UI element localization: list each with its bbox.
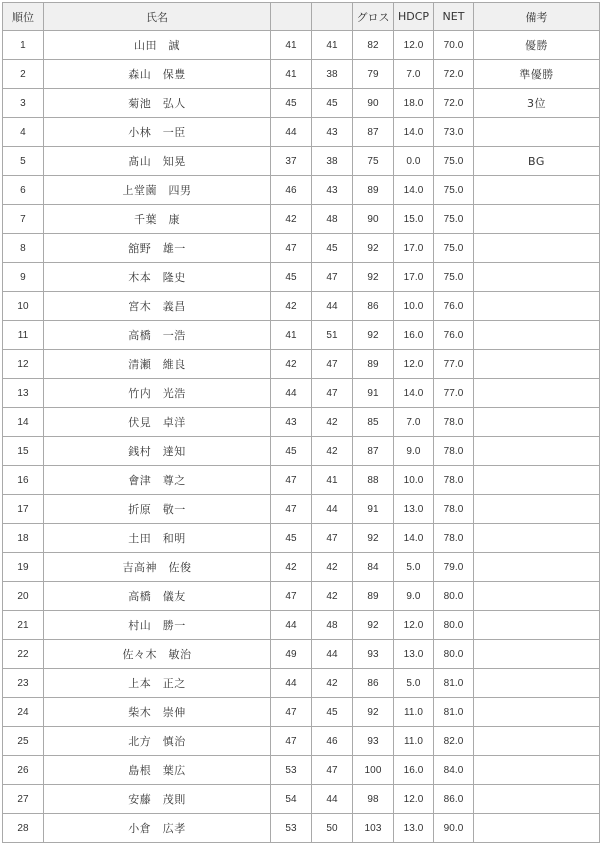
table-row bbox=[3, 408, 600, 437]
name-cell: 木本 隆史 bbox=[44, 263, 271, 292]
net-cell: 76.0 bbox=[434, 321, 474, 350]
gross-cell: 92 bbox=[353, 263, 394, 292]
net-cell: 73.0 bbox=[434, 118, 474, 147]
name-cell: 清瀬 維良 bbox=[44, 350, 271, 379]
out-score-cell: 47 bbox=[271, 727, 312, 756]
rank-cell: 9 bbox=[3, 263, 44, 292]
rank-cell: 22 bbox=[3, 640, 44, 669]
net-cell: 72.0 bbox=[434, 60, 474, 89]
remarks-cell bbox=[474, 176, 600, 205]
gross-cell: 92 bbox=[353, 234, 394, 263]
out-score-cell: 42 bbox=[271, 553, 312, 582]
remarks-cell bbox=[474, 669, 600, 698]
in-score-cell: 44 bbox=[312, 785, 353, 814]
out-score-cell: 47 bbox=[271, 234, 312, 263]
table-row bbox=[3, 727, 600, 756]
remarks-cell: 準優勝 bbox=[474, 60, 600, 89]
out-score-cell: 47 bbox=[271, 698, 312, 727]
net-cell: 86.0 bbox=[434, 785, 474, 814]
out-score-cell: 44 bbox=[271, 118, 312, 147]
name-cell: 菊池 弘人 bbox=[44, 89, 271, 118]
table-row bbox=[3, 205, 600, 234]
name-cell: 山田 誠 bbox=[44, 31, 271, 60]
gross-cell: 84 bbox=[353, 553, 394, 582]
net-cell: 78.0 bbox=[434, 466, 474, 495]
hdcp-cell: 9.0 bbox=[394, 582, 434, 611]
in-score-cell: 42 bbox=[312, 669, 353, 698]
gross-cell: 92 bbox=[353, 321, 394, 350]
rank-cell: 12 bbox=[3, 350, 44, 379]
gross-cell: 90 bbox=[353, 205, 394, 234]
name-cell: 土田 和明 bbox=[44, 524, 271, 553]
net-cell: 75.0 bbox=[434, 205, 474, 234]
out-score-cell: 41 bbox=[271, 31, 312, 60]
hdcp-cell: 13.0 bbox=[394, 814, 434, 843]
out-score-cell: 45 bbox=[271, 524, 312, 553]
hdcp-cell: 10.0 bbox=[394, 292, 434, 321]
table-row bbox=[3, 669, 600, 698]
out-score-cell: 42 bbox=[271, 350, 312, 379]
rank-cell: 18 bbox=[3, 524, 44, 553]
remarks-cell bbox=[474, 437, 600, 466]
in-score-cell: 41 bbox=[312, 466, 353, 495]
gross-cell: 92 bbox=[353, 524, 394, 553]
gross-cell: 79 bbox=[353, 60, 394, 89]
hdcp-cell: 5.0 bbox=[394, 553, 434, 582]
net-cell: 81.0 bbox=[434, 669, 474, 698]
results-table bbox=[2, 2, 600, 843]
net-cell: 75.0 bbox=[434, 234, 474, 263]
rank-cell: 6 bbox=[3, 176, 44, 205]
hdcp-cell: 14.0 bbox=[394, 118, 434, 147]
out-score-cell: 45 bbox=[271, 263, 312, 292]
gross-cell: 86 bbox=[353, 669, 394, 698]
gross-cell: 93 bbox=[353, 640, 394, 669]
hdcp-cell: 17.0 bbox=[394, 234, 434, 263]
remarks-cell bbox=[474, 408, 600, 437]
gross-cell: 103 bbox=[353, 814, 394, 843]
rank-cell: 19 bbox=[3, 553, 44, 582]
hdcp-cell: 16.0 bbox=[394, 756, 434, 785]
gross-cell: 91 bbox=[353, 495, 394, 524]
gross-cell: 85 bbox=[353, 408, 394, 437]
name-cell: 舘野 雄一 bbox=[44, 234, 271, 263]
out-score-cell: 47 bbox=[271, 582, 312, 611]
rank-cell: 28 bbox=[3, 814, 44, 843]
net-cell: 80.0 bbox=[434, 611, 474, 640]
rank-cell: 26 bbox=[3, 756, 44, 785]
net-cell: 78.0 bbox=[434, 524, 474, 553]
rank-cell: 10 bbox=[3, 292, 44, 321]
gross-header: グロス bbox=[353, 3, 394, 31]
net-cell: 78.0 bbox=[434, 437, 474, 466]
hdcp-cell: 14.0 bbox=[394, 524, 434, 553]
name-cell: 伏見 卓洋 bbox=[44, 408, 271, 437]
table-row bbox=[3, 524, 600, 553]
gross-cell: 91 bbox=[353, 379, 394, 408]
remarks-cell bbox=[474, 582, 600, 611]
table-row bbox=[3, 321, 600, 350]
in-score-cell: 44 bbox=[312, 495, 353, 524]
rank-cell: 24 bbox=[3, 698, 44, 727]
in-score-cell: 45 bbox=[312, 89, 353, 118]
table-row bbox=[3, 147, 600, 176]
gross-cell: 90 bbox=[353, 89, 394, 118]
gross-cell: 100 bbox=[353, 756, 394, 785]
in-score-cell: 48 bbox=[312, 205, 353, 234]
table-row bbox=[3, 582, 600, 611]
gross-cell: 82 bbox=[353, 31, 394, 60]
net-cell: 81.0 bbox=[434, 698, 474, 727]
name-cell: 高橋 一浩 bbox=[44, 321, 271, 350]
gross-cell: 86 bbox=[353, 292, 394, 321]
name-cell: 佐々木 敏治 bbox=[44, 640, 271, 669]
table-row bbox=[3, 292, 600, 321]
rank-cell: 23 bbox=[3, 669, 44, 698]
net-cell: 78.0 bbox=[434, 408, 474, 437]
table-row bbox=[3, 60, 600, 89]
out-score-cell: 37 bbox=[271, 147, 312, 176]
in-score-cell: 42 bbox=[312, 582, 353, 611]
name-cell: 千葉 康 bbox=[44, 205, 271, 234]
remarks-cell bbox=[474, 205, 600, 234]
net-cell: 77.0 bbox=[434, 379, 474, 408]
out-score-cell: 45 bbox=[271, 89, 312, 118]
net-cell: 79.0 bbox=[434, 553, 474, 582]
name-cell: 高橋 儀友 bbox=[44, 582, 271, 611]
hdcp-cell: 12.0 bbox=[394, 785, 434, 814]
in-score-cell: 47 bbox=[312, 524, 353, 553]
name-cell: 會津 尊之 bbox=[44, 466, 271, 495]
out-score-cell: 53 bbox=[271, 756, 312, 785]
net-cell: 84.0 bbox=[434, 756, 474, 785]
rank-cell: 5 bbox=[3, 147, 44, 176]
in-score-cell: 47 bbox=[312, 756, 353, 785]
table-row bbox=[3, 611, 600, 640]
net-cell: 75.0 bbox=[434, 176, 474, 205]
hdcp-cell: 18.0 bbox=[394, 89, 434, 118]
rank-cell: 17 bbox=[3, 495, 44, 524]
hdcp-header: HDCP bbox=[394, 3, 434, 31]
rank-cell: 27 bbox=[3, 785, 44, 814]
name-cell: 森山 保豊 bbox=[44, 60, 271, 89]
remarks-cell bbox=[474, 234, 600, 263]
remarks-cell bbox=[474, 292, 600, 321]
rank-cell: 7 bbox=[3, 205, 44, 234]
in-score-cell: 46 bbox=[312, 727, 353, 756]
gross-cell: 87 bbox=[353, 437, 394, 466]
out-score-cell: 41 bbox=[271, 321, 312, 350]
remarks-cell: 3位 bbox=[474, 89, 600, 118]
remarks-cell bbox=[474, 611, 600, 640]
remarks-cell bbox=[474, 350, 600, 379]
out-score-cell: 42 bbox=[271, 205, 312, 234]
net-cell: 80.0 bbox=[434, 640, 474, 669]
table-row bbox=[3, 31, 600, 60]
in-score-cell: 47 bbox=[312, 379, 353, 408]
net-cell: 78.0 bbox=[434, 495, 474, 524]
remarks-cell bbox=[474, 756, 600, 785]
remarks-cell: 優勝 bbox=[474, 31, 600, 60]
table-row bbox=[3, 640, 600, 669]
remarks-cell bbox=[474, 698, 600, 727]
name-cell: 上堂薗 四男 bbox=[44, 176, 271, 205]
net-cell: 80.0 bbox=[434, 582, 474, 611]
gross-cell: 75 bbox=[353, 147, 394, 176]
remarks-cell bbox=[474, 785, 600, 814]
name-cell: 銭村 達知 bbox=[44, 437, 271, 466]
out-score-cell: 54 bbox=[271, 785, 312, 814]
remarks-cell bbox=[474, 553, 600, 582]
in-score-cell: 41 bbox=[312, 31, 353, 60]
remarks-cell bbox=[474, 495, 600, 524]
in-score-cell: 38 bbox=[312, 147, 353, 176]
name-cell: 島根 葉広 bbox=[44, 756, 271, 785]
in-score-cell: 44 bbox=[312, 640, 353, 669]
out-score-cell: 46 bbox=[271, 176, 312, 205]
remarks-cell bbox=[474, 727, 600, 756]
name-header: 氏名 bbox=[44, 3, 271, 31]
in-score-cell: 43 bbox=[312, 176, 353, 205]
name-cell: 吉高神 佐俊 bbox=[44, 553, 271, 582]
name-cell: 安藤 茂則 bbox=[44, 785, 271, 814]
gross-cell: 98 bbox=[353, 785, 394, 814]
in-score-cell: 47 bbox=[312, 350, 353, 379]
in-score-cell: 51 bbox=[312, 321, 353, 350]
gross-cell: 88 bbox=[353, 466, 394, 495]
hdcp-cell: 14.0 bbox=[394, 176, 434, 205]
name-cell: 竹内 光浩 bbox=[44, 379, 271, 408]
rank-cell: 3 bbox=[3, 89, 44, 118]
remarks-cell bbox=[474, 379, 600, 408]
net-cell: 72.0 bbox=[434, 89, 474, 118]
in-score-cell: 42 bbox=[312, 408, 353, 437]
name-cell: 柴木 崇伸 bbox=[44, 698, 271, 727]
rank-cell: 21 bbox=[3, 611, 44, 640]
in-score-cell: 45 bbox=[312, 234, 353, 263]
hdcp-cell: 0.0 bbox=[394, 147, 434, 176]
hdcp-cell: 12.0 bbox=[394, 31, 434, 60]
out-score-cell: 45 bbox=[271, 437, 312, 466]
out-score-cell: 44 bbox=[271, 611, 312, 640]
header-row bbox=[3, 3, 600, 31]
hdcp-cell: 15.0 bbox=[394, 205, 434, 234]
name-cell: 北方 慎治 bbox=[44, 727, 271, 756]
gross-cell: 92 bbox=[353, 698, 394, 727]
out-score-cell: 42 bbox=[271, 292, 312, 321]
in-score-cell: 45 bbox=[312, 698, 353, 727]
rank-cell: 2 bbox=[3, 60, 44, 89]
remarks-cell bbox=[474, 263, 600, 292]
rank-cell: 16 bbox=[3, 466, 44, 495]
name-cell: 小林 一臣 bbox=[44, 118, 271, 147]
table-row bbox=[3, 176, 600, 205]
in-score-cell: 42 bbox=[312, 553, 353, 582]
remarks-cell bbox=[474, 524, 600, 553]
name-cell: 折原 敬一 bbox=[44, 495, 271, 524]
gross-cell: 89 bbox=[353, 350, 394, 379]
out-score-cell: 49 bbox=[271, 640, 312, 669]
name-cell: 小倉 広孝 bbox=[44, 814, 271, 843]
remarks-cell bbox=[474, 321, 600, 350]
hdcp-cell: 10.0 bbox=[394, 466, 434, 495]
out-score-cell: 41 bbox=[271, 60, 312, 89]
rank-cell: 11 bbox=[3, 321, 44, 350]
in-score-cell: 43 bbox=[312, 118, 353, 147]
rank-cell: 14 bbox=[3, 408, 44, 437]
out-score-cell: 53 bbox=[271, 814, 312, 843]
hdcp-cell: 13.0 bbox=[394, 640, 434, 669]
table-row bbox=[3, 553, 600, 582]
hdcp-cell: 12.0 bbox=[394, 611, 434, 640]
net-cell: 70.0 bbox=[434, 31, 474, 60]
table-row bbox=[3, 756, 600, 785]
remarks-cell: BG bbox=[474, 147, 600, 176]
table-row bbox=[3, 118, 600, 147]
table-row bbox=[3, 234, 600, 263]
remarks-cell bbox=[474, 466, 600, 495]
out-score-cell: 44 bbox=[271, 379, 312, 408]
rank-cell: 4 bbox=[3, 118, 44, 147]
rank-cell: 13 bbox=[3, 379, 44, 408]
rank-cell: 25 bbox=[3, 727, 44, 756]
name-cell: 村山 勝一 bbox=[44, 611, 271, 640]
out-score-cell: 44 bbox=[271, 669, 312, 698]
in-score-cell: 38 bbox=[312, 60, 353, 89]
remarks-cell bbox=[474, 640, 600, 669]
name-cell: 上本 正之 bbox=[44, 669, 271, 698]
out-header bbox=[271, 3, 312, 31]
name-cell: 髙山 知晃 bbox=[44, 147, 271, 176]
table-row bbox=[3, 379, 600, 408]
hdcp-cell: 12.0 bbox=[394, 350, 434, 379]
net-header: NET bbox=[434, 3, 474, 31]
out-score-cell: 47 bbox=[271, 495, 312, 524]
rank-cell: 15 bbox=[3, 437, 44, 466]
hdcp-cell: 11.0 bbox=[394, 698, 434, 727]
net-cell: 76.0 bbox=[434, 292, 474, 321]
table-row bbox=[3, 263, 600, 292]
table-row bbox=[3, 437, 600, 466]
net-cell: 82.0 bbox=[434, 727, 474, 756]
rank-cell: 20 bbox=[3, 582, 44, 611]
table-row bbox=[3, 814, 600, 843]
in-score-cell: 50 bbox=[312, 814, 353, 843]
in-header bbox=[312, 3, 353, 31]
rank-header: 順位 bbox=[3, 3, 44, 31]
gross-cell: 92 bbox=[353, 611, 394, 640]
table-row bbox=[3, 698, 600, 727]
net-cell: 90.0 bbox=[434, 814, 474, 843]
in-score-cell: 44 bbox=[312, 292, 353, 321]
table-row bbox=[3, 350, 600, 379]
remarks-cell bbox=[474, 118, 600, 147]
name-cell: 宮木 義昌 bbox=[44, 292, 271, 321]
hdcp-cell: 7.0 bbox=[394, 408, 434, 437]
remarks-cell bbox=[474, 814, 600, 843]
hdcp-cell: 13.0 bbox=[394, 495, 434, 524]
gross-cell: 89 bbox=[353, 582, 394, 611]
in-score-cell: 47 bbox=[312, 263, 353, 292]
net-cell: 77.0 bbox=[434, 350, 474, 379]
table-row bbox=[3, 466, 600, 495]
remarks-header: 備考 bbox=[474, 3, 600, 31]
table-row bbox=[3, 785, 600, 814]
rank-cell: 1 bbox=[3, 31, 44, 60]
table-row bbox=[3, 89, 600, 118]
in-score-cell: 48 bbox=[312, 611, 353, 640]
net-cell: 75.0 bbox=[434, 147, 474, 176]
in-score-cell: 42 bbox=[312, 437, 353, 466]
out-score-cell: 47 bbox=[271, 466, 312, 495]
gross-cell: 93 bbox=[353, 727, 394, 756]
out-score-cell: 43 bbox=[271, 408, 312, 437]
hdcp-cell: 11.0 bbox=[394, 727, 434, 756]
hdcp-cell: 9.0 bbox=[394, 437, 434, 466]
gross-cell: 89 bbox=[353, 176, 394, 205]
hdcp-cell: 7.0 bbox=[394, 60, 434, 89]
gross-cell: 87 bbox=[353, 118, 394, 147]
hdcp-cell: 5.0 bbox=[394, 669, 434, 698]
results-body bbox=[3, 31, 600, 843]
rank-cell: 8 bbox=[3, 234, 44, 263]
hdcp-cell: 16.0 bbox=[394, 321, 434, 350]
hdcp-cell: 17.0 bbox=[394, 263, 434, 292]
hdcp-cell: 14.0 bbox=[394, 379, 434, 408]
net-cell: 75.0 bbox=[434, 263, 474, 292]
table-row bbox=[3, 495, 600, 524]
